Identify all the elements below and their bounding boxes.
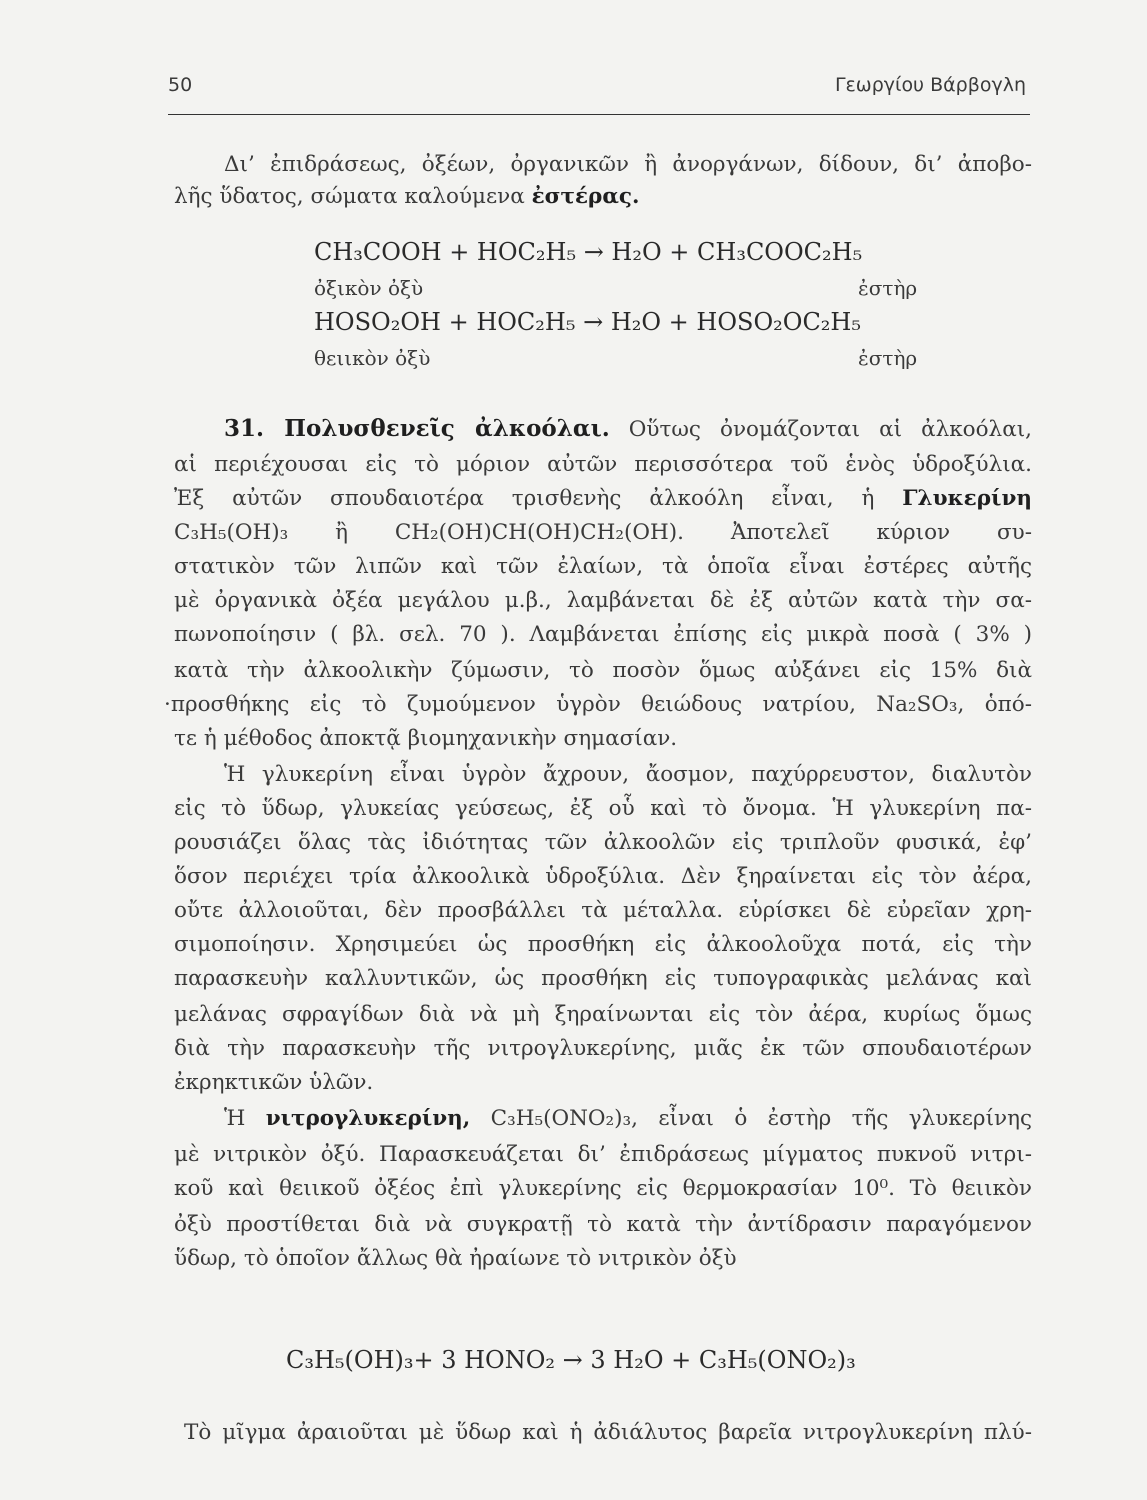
text-line: ρουσιάζει ὅλας τὰς ἰδιότητας τῶν ἀλκοολῶν εἰς τριπλοῦν φυσικά, ἐφ’	[174, 830, 1032, 855]
text-line	[174, 484, 1032, 514]
glycerin-term: Γλυκερίνη	[902, 486, 1032, 511]
label-ester-1: ἐστὴρ	[858, 276, 918, 300]
text-line: παρασκευὴν καλλυντικῶν, ὡς προσθήκη εἰς τυπογραφικὰς μελάνας καὶ	[174, 966, 1032, 991]
text-line: οὔτε ἀλλοιοῦται, δὲν προσβάλλει τὰ μέταλλα. εὑρίσκει δὲ εὐρεῖαν χρη-	[174, 898, 1032, 923]
text-line: ὅσον περιέχει τρία ἀλκοολικὰ ὑδροξύλια. Δὲν ξηραίνεται εἰς τὸν ἀέρα,	[174, 864, 1032, 889]
text-line: Τὸ μῖγμα ἀραιοῦται μὲ ὕδωρ καὶ ἡ ἀδιάλυτος βαρεῖα νιτρογλυκερίνη πλύ-	[184, 1420, 1032, 1445]
text-span: C₃H₅(ONO₂)₃, εἶναι ὁ ἐστὴρ τῆς γλυκερίνης	[490, 1106, 1032, 1131]
label-ester-2: ἐστὴρ	[858, 346, 918, 370]
intro-line-1: Δι’ ἐπιδράσεως, ὀξέων, ὀργανικῶν ἢ ἀνοργάνων, δίδουν, δι’ ἀποβο-	[224, 152, 1032, 177]
text-line: κατὰ τὴν ἀλκοολικὴν ζύμωσιν, τὸ ποσὸν ὅμως αὐξάνει εἰς 15% διὰ	[174, 658, 1032, 683]
equation-acetic: CH₃COOH + HOC₂H₅ → H₂O + CH₃COOC₂H₅	[314, 238, 863, 266]
header-rule	[168, 114, 1030, 115]
text-line: διὰ τὴν παρασκευὴν τῆς νιτρογλυκερίνης, μιᾶς ἐκ τῶν σπουδαιοτέρων	[174, 1036, 1032, 1061]
intro-line-2	[174, 182, 1032, 212]
text-line: μὲ ὀργανικὰ ὀξέα μεγάλου μ.β., λαμβάνεται δὲ ἐξ αὐτῶν κατὰ τὴν σα-	[174, 588, 1032, 613]
text-span: Ἡ	[224, 1106, 246, 1131]
label-sulfuric-acid: θειικὸν ὀξὺ	[314, 346, 431, 370]
intro-text: λῆς ὕδατος, σώματα καλούμενα	[174, 184, 525, 209]
text-line: C₃H₅(OH)₃ ἢ CH₂(OH)CH(OH)CH₂(OH). Ἀποτελεῖ κύριον συ-	[174, 520, 1032, 545]
label-acetic-acid: ὀξικὸν ὀξὺ	[314, 276, 424, 300]
text-line: κοῦ καὶ θειικοῦ ὀξέος ἐπὶ γλυκερίνης εἰς θερμοκρασίαν 10⁰. Τὸ θειικὸν	[174, 1176, 1032, 1201]
esters-term: ἐστέρας.	[531, 184, 640, 209]
text-line: μὲ νιτρικὸν ὀξύ. Παρασκευάζεται δι’ ἐπιδράσεως μίγματος πυκνοῦ νιτρι-	[174, 1142, 1032, 1167]
text-line: στατικὸν τῶν λιπῶν καὶ τῶν ἐλαίων, τὰ ὁποῖα εἶναι ἐστέρες αὐτῆς	[174, 554, 1032, 579]
text-line: ὕδωρ, τὸ ὁποῖον ἄλλως θὰ ἠραίωνε τὸ νιτρικὸν ὀξὺ	[174, 1246, 737, 1271]
text-line	[224, 1104, 1032, 1134]
equation-nitration: C₃H₅(OH)₃+ 3 HONO₂ → 3 H₂O + C₃H₅(ONO₂)₃	[286, 1346, 856, 1374]
text-line: σιμοποίησιν. Χρησιμεύει ὡς προσθήκη εἰς ἀλκοολοῦχα ποτά, εἰς τὴν	[174, 932, 1032, 957]
text-line: τε ἡ μέθοδος ἀποκτᾷ βιομηχανικὴν σημασίαν.	[174, 726, 678, 751]
section-heading: 31. Πολυσθενεῖς ἀλκοόλαι.	[224, 415, 610, 442]
text-line: ἐκρηκτικῶν ὑλῶν.	[174, 1070, 374, 1095]
nitroglycerin-term: νιτρογλυκερίνη,	[265, 1106, 471, 1131]
text-line: Ἡ γλυκερίνη εἶναι ὑγρὸν ἄχρουν, ἄοσμον, παχύρρευστον, διαλυτὸν	[224, 762, 1032, 787]
text-line: αἱ περιέχουσαι εἰς τὸ μόριον αὐτῶν περισσότερα τοῦ ἑνὸς ὑδροξύλια.	[174, 452, 1032, 477]
running-title: Γεωργίου Βάρβογλη	[834, 74, 1026, 96]
text-line: μελάνας σφραγίδων διὰ νὰ μὴ ξηραίνωνται εἰς τὸν ἀέρα, κυρίως ὅμως	[174, 1002, 1032, 1027]
section-intro: Οὕτως ὀνομάζονται αἱ ἀλκοόλαι,	[628, 417, 1032, 442]
text-line: ὀξὺ προστίθεται διὰ νὰ συγκρατῇ τὸ κατὰ τὴν ἀντίδρασιν παραγόμενον	[174, 1212, 1032, 1237]
text-span: Ἐξ αὐτῶν σπουδαιοτέρα τρισθενὴς ἀλκοόλη εἶναι, ἡ	[174, 486, 875, 511]
text-line: πωνοποίησιν ( βλ. σελ. 70 ). Λαμβάνεται ἐπίσης εἰς μικρὰ ποσὰ ( 3% )	[174, 622, 1032, 647]
text-line: ·προσθήκης εἰς τὸ ζυμούμενον ὑγρὸν θειώδους νατρίου, Na₂SO₃, ὁπό-	[164, 692, 1032, 717]
equation-sulfuric: HOSO₂OH + HOC₂H₅ → H₂O + HOSO₂OC₂H₅	[314, 308, 861, 336]
section-heading-line	[224, 414, 1032, 445]
page-number: 50	[168, 74, 193, 96]
text-line: εἰς τὸ ὕδωρ, γλυκείας γεύσεως, ἐξ οὗ καὶ τὸ ὄνομα. Ἡ γλυκερίνη πα-	[174, 796, 1032, 821]
